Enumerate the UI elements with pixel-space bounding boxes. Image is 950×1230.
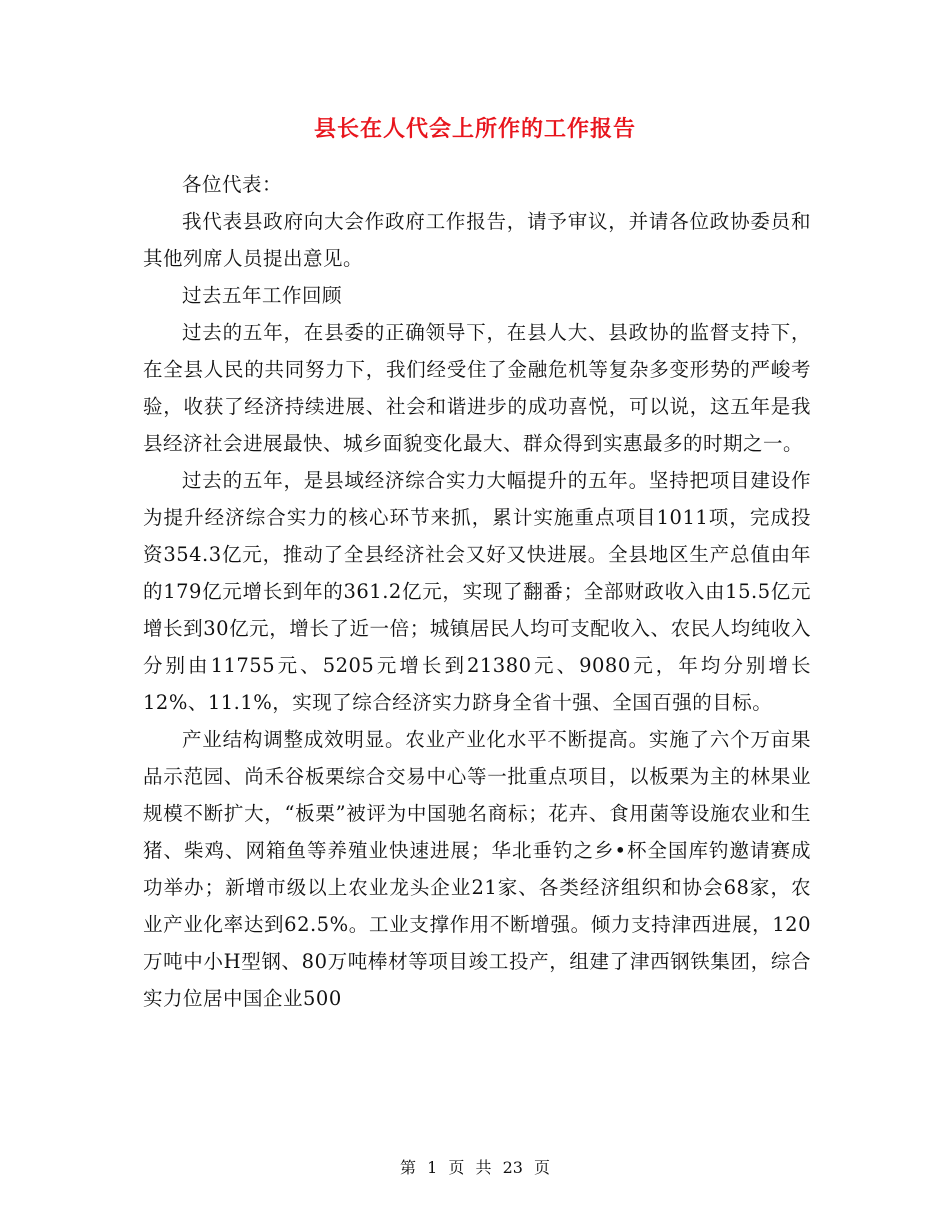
document-title: 县长在人代会上所作的工作报告 <box>313 116 636 142</box>
document-body <box>143 166 811 1017</box>
section-heading: 过去五年工作回顾 <box>182 284 343 307</box>
paragraph: 过去的五年，在县委的正确领导下，在县人大、县政协的监督支持下，在全县人民的共同努力下，我们经受住了金融危机等复杂多变形势的严峻考验，收获了经济持续进展、社会和谐进步的成功喜悦，可以说，这五年是我县经济社会进展最快、城乡面貌变化最大、群众得到实惠最多的时期之一。 <box>143 321 811 455</box>
page-label-middle: 页 <box>448 1158 465 1177</box>
total-pages: 23 <box>502 1158 523 1177</box>
total-label-suffix: 页 <box>534 1158 551 1177</box>
page-number: 1 <box>427 1158 438 1177</box>
page-label-prefix: 第 <box>399 1158 416 1177</box>
total-label: 共 <box>475 1158 492 1177</box>
salutation: 各位代表： <box>182 173 283 196</box>
paragraph: 我代表县政府向大会作政府工作报告，请予审议，并请各位政协委员和其他列席人员提出意见。 <box>143 210 811 270</box>
page-footer <box>0 1155 950 1178</box>
paragraph: 产业结构调整成效明显。农业产业化水平不断提高。实施了六个万亩果品示范园、尚禾谷板栗综合交易中心等一批重点项目，以板栗为主的林果业规模不断扩大，“板栗”被评为中国驰名商标；花卉、食用菌等设施农业和生猪、柴鸡、网箱鱼等养殖业快速进展；华北垂钓之乡•杯全国库钓邀请赛成功举办；新增市级以上农业龙头企业21家、各类经济组织和协会68家，农业产业化率达到62.5%。工业支撑作用不断增强。倾力支持津西进展，120万吨中小H型钢、80万吨棒材等项目竣工投产，组建了津西钢铁集团，综合实力位居中国企业500 <box>143 728 811 1010</box>
paragraph: 过去的五年，是县域经济综合实力大幅提升的五年。坚持把项目建设作为提升经济综合实力的核心环节来抓，累计实施重点项目1011项，完成投资354.3亿元，推动了全县经济社会又好又快进展。全县地区生产总值由年的179亿元增长到年的361.2亿元，实现了翻番；全部财政收入由15.5亿元增长到30亿元，增长了近一倍；城镇居民人均可支配收入、农民人均纯收入分别由11755元、5205元增长到21380元、9080元，年均分别增长12%、11.1%，实现了综合经济实力跻身全省十强、全国百强的目标。 <box>143 469 811 714</box>
